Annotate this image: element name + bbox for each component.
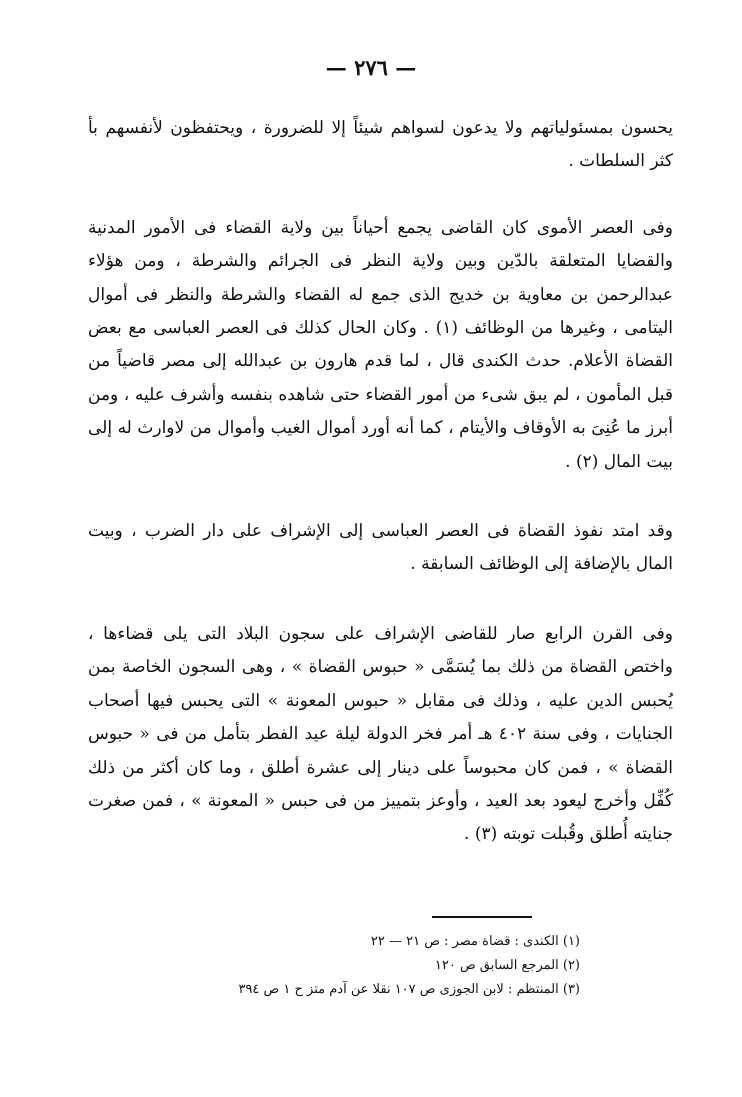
page-body [88,112,673,852]
page-number: — ٢٧٦ — [325,55,417,80]
paragraph-4: وفى القرن الرابع صار للقاضى الإشراف على سجون البلاد التى يلى قضاءها ، واختص القضاة من ذلك بما يُسَمَّى « حبوس القضاة » ، وهى السجون الخاصة بمن يُحبس الدين عليه ، وذلك فى مقابل « حبوس المعونة » التى يحبس فيها أصحاب الجنايات ، وفى سنة ٤٠٢ هـ أمر فخر الدولة ليلة عيد الفطر بتأمل من فى « حبوس القضاة » ، فمن كان محبوساً على دينار إلى عشرة أطلق ، وما كان أكثر من ذلك كُفِّل وأخرج ليعود بعد العيد ، وأوعز بتمييز من فى حبس « المعونة » ، فمن صغرت جنايته أُطلق وقُبلت توبته (٣) . [88,623,673,845]
footnote-divider [432,916,532,918]
paragraph-spacer [88,582,673,618]
footnotes [170,930,580,1002]
paragraph-spacer [88,179,673,212]
paragraph-2: وفى العصر الأموى كان القاضى يجمع أحياناً بين ولاية القضاء فى الأمور المدنية والقضايا المتعلقة بالدّين وبين ولاية النظر فى الجرائم والشرطة ، ومن هؤلاء عبدالرحمن بن معاوية بن خديج الذى جمع له القضاء والشرطة والنظر فى أموال اليتامى ، وغيرها من الوظائف (١) . وكان الحال كذلك فى العصر العباسى مع بعض القضاة الأعلام. حدث الكندى قال ، لما قدم هارون بن عبدالله إلى مصر قاضياً من قبل المأمون ، لم يبق شىء من أمور القضاء حتى شاهده بنفسه وأشرف عليه ، ومن أبرز ما عُنِىَ به الأوقاف والأيتام ، كما أنه أورد أموال الغيب وأموال من لاوارث له إلى بيت المال (٢) . [88,217,673,472]
paragraph-1: يحسون بمسئولياتهم ولا يدعون لسواهم شيئاً إلا للضرورة ، ويحتفظون لأنفسهم بأ كثر السلطات . [88,118,673,172]
footnote-2: (٢) المرجع السابق ص ١٢٠ [434,958,580,973]
footnote-1: (١) الكندى : قضاة مصر : ص ٢١ — ٢٢ [370,934,580,949]
paragraph-3: وقد امتد نفوذ القضاة فى العصر العباسى إلى الإشراف على دار الضرب ، وبيت المال بالإضافة إلى الوظائف السابقة . [88,521,673,575]
paragraph-spacer [88,479,673,515]
footnote-3: (٣) المنتظم : لابن الجوزى ص ١٠٧ نقلا عن آدم متز ح ١ ص ٣٩٤ [238,982,580,997]
